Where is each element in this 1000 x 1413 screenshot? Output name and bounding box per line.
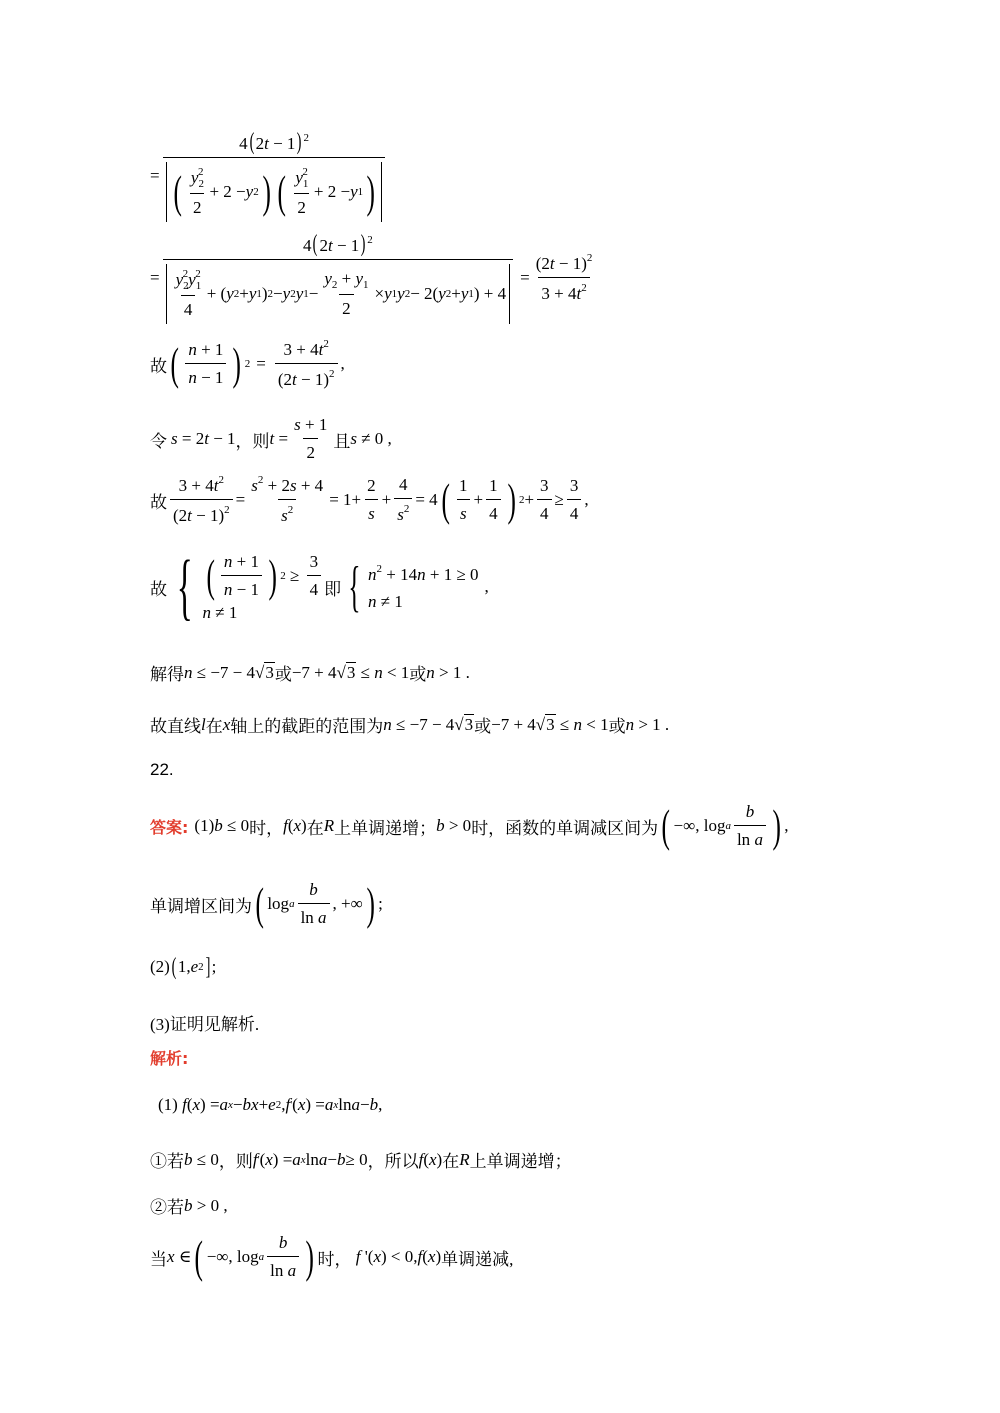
solution-line-3: ②若 b > 0 ,: [150, 1193, 228, 1218]
text: 当: [150, 1249, 167, 1269]
text: (1): [194, 816, 215, 835]
text: 且: [333, 431, 351, 451]
answer-line-2: 单调增区间为 ( log a $\frac{b}{\text{ln a}}$ , +∞ ) ;: [150, 878, 383, 929]
equation-line-4: 令 s = 2 t − 1 ，则 t = $\frac{s + 1}{2}$ 且 s ≠ 0 ,: [150, 415, 392, 462]
text: 在: [306, 818, 324, 838]
text: ①若: [150, 1152, 184, 1171]
text: 轴上的截距的范围为: [230, 717, 384, 736]
answer-line-4: (3)证明见解析.: [150, 1015, 260, 1034]
text: 令: [150, 431, 167, 451]
text: (2): [150, 957, 170, 976]
text: ，则: [235, 431, 270, 451]
text: 故直线: [150, 717, 201, 736]
fraction: 4(2t − 1) $^2$ ( $\frac{y_2^2}{2}$ + 2 − y 2 ) ( $\frac{y_1^2}{2}$ + 2 − y 1 ): [163, 130, 386, 222]
fraction: $\frac{(2t - 1)^2}{3 + 4t^2}$: [535, 252, 593, 303]
solution-line-2: ①若 b ≤ 0 ，则 f ' ( x ) = a x ln a − b ≥ 0 ，所以 f ( x ) 在 R 上单调递增；: [150, 1147, 572, 1172]
solution-line-4: 当 x ∈ ( −∞, log a $\frac{b}{\text{ln a}}$ ) 时， f '( x ) < 0, f ( x ) 单调递减,: [150, 1231, 514, 1282]
text: 解得: [150, 665, 184, 684]
answer-line-3: (2) ( 1, e 2 ] ;: [150, 954, 217, 980]
text: 故: [150, 492, 167, 512]
text: 单调递减,: [441, 1249, 514, 1269]
text: ，所以: [367, 1152, 419, 1171]
text: 上单调递增；: [469, 1152, 572, 1171]
text: ，则: [218, 1152, 253, 1171]
text: 时，: [317, 1249, 352, 1269]
text: 或: [274, 665, 292, 684]
equation-line-3: 故 ( $\frac{n + 1}{n - 1}$ ) 2 = $\frac{3 + 4t^2}{(2t - 1)^2}$ ,: [150, 338, 345, 389]
text: 上单调递增；: [334, 818, 437, 838]
text: 或: [608, 717, 626, 736]
question-number: 22.: [150, 760, 174, 779]
text: 或: [409, 665, 427, 684]
text: 在: [205, 717, 223, 736]
equals-sign: =: [150, 166, 160, 185]
text: 时，: [249, 818, 284, 838]
analysis-label: 解析:: [150, 1049, 189, 1068]
text: 故: [150, 356, 167, 376]
text: (1): [158, 1095, 178, 1114]
equation-line-6: 故 { ( $\frac{n + 1}{n - 1}$ ) 2 ≥ $\frac{3}{4}$ n ≠ 1 即 { $n^2 + 14n + 1 \ge 0$ n ≠ 1 ,: [150, 546, 489, 628]
equation-line-2: = 4(2t − 1) $^2$ $\frac{y_2^2y_1^2}{4}$ + ( y 2 + y 1 ) 2 − y 2 y 1 − $\frac{y_2 + y_1}{2}$ × y 1 y 2 − 2( y 2 + y 1 ) + 4 = $\frac{(2t - 1)^2}{3 + 4t^2}$: [150, 232, 598, 324]
equation-line-7: 解得 n ≤ −7 − 4√ 3 或 −7 + 4√ 3 ≤ n < 1 或 n > 1 .: [150, 660, 470, 685]
text: 或: [474, 717, 492, 736]
answer-line-1: 答案: (1) b ≤ 0 时， f ( x ) 在 R 上单调递增； b > 0 时，函数的单调减区间为 ( −∞, log a $\frac{b}{\text{ln a}}$ ) ,: [150, 800, 789, 851]
equation-line-8: 故直线 l 在 x 轴上的截距的范围为 n ≤ −7 − 4√ 3 或 −7 + 4√ 3 ≤ n < 1 或 n > 1 .: [150, 712, 669, 737]
text: 单调增区间为: [150, 896, 252, 916]
equation-line-1: [150, 130, 388, 222]
answer-label: 答案:: [150, 817, 189, 837]
text: 即: [324, 579, 342, 599]
text: 时，函数的单调减区间为: [471, 818, 659, 838]
solution-line-1: (1) f ( x ) = a x − bx + e 2 , f ' ( x ) = a x ln a − b ,: [158, 1095, 383, 1114]
equals-sign: =: [150, 268, 160, 287]
equation-line-5: 故 $\frac{3 + 4t^2}{(2t - 1)^2}$ = $\frac{s^2 + 2s + 4}{s^2}$ = 1+ $\frac{2}{s}$ + $\frac{4}{s^2}$ = 4 ( $\frac{1}{s}$ + $\frac{1}{4}$ ) 2 + $\frac{3}{4}$ ≥ $\frac{3}{4}$ ,: [150, 474, 589, 525]
text: 在: [442, 1152, 460, 1171]
text: ②若: [150, 1198, 184, 1217]
text: 故: [150, 579, 167, 599]
fraction: 4(2t − 1) $^2$ $\frac{y_2^2y_1^2}{4}$ + ( y 2 + y 1 ) 2 − y 2 y 1 − $\frac{y_2 + y_1}{2}$ × y 1 y 2 − 2( y 2 + y 1 ) + 4: [163, 232, 514, 324]
